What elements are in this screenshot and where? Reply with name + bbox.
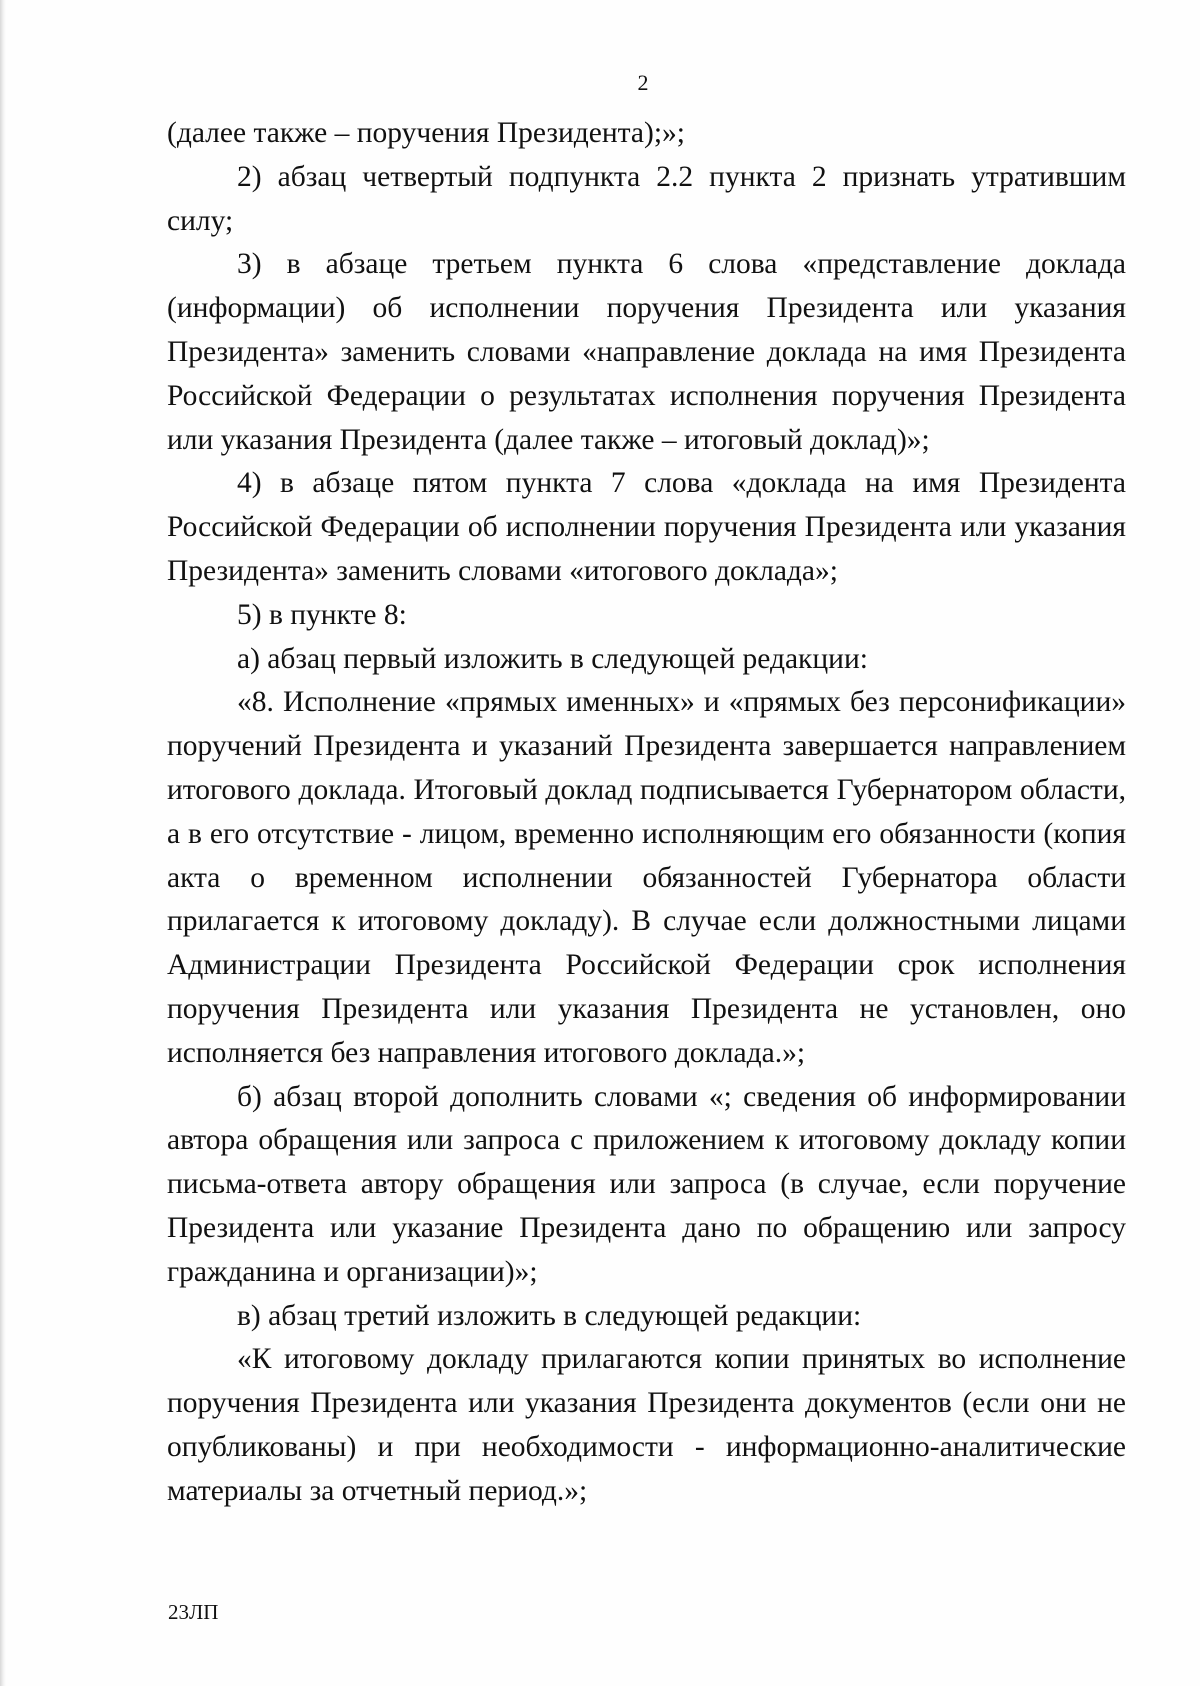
document-code: 23ЛП (168, 1600, 219, 1624)
paragraph: 5) в пункте 8: (237, 598, 407, 631)
document-body (167, 112, 1126, 1514)
paragraph: а) абзац первый изложить в следующей редакции: (237, 642, 868, 675)
paragraph: 3) в абзаце третьем пункта 6 слова «представление доклада (информации) об исполнении поручения Президента или указания Президента» заменить словами «направление доклада на имя Президента Российской Федерации о результатах исполнения поручения Президента или указания Президента (далее также – итоговый доклад)»; (167, 248, 1126, 456)
scan-edge (0, 0, 6, 1686)
page-number: 2 (637, 70, 649, 95)
paragraph: 2) абзац четвертый подпункта 2.2 пункта 2 признать утратившим силу; (167, 160, 1126, 237)
paragraph: б) абзац второй дополнить словами «; сведения об информировании автора обращения или запроса с приложением к итоговому докладу копии письма-ответа автору обращения или запроса (в случае, если поручение Президента или указание Президента дано по обращению или запросу гражданина и организации)»; (167, 1080, 1126, 1288)
paragraph: «8. Исполнение «прямых именных» и «прямых без персонификации» поручений Президента и указаний Президента завершается направлением итогового доклада. Итоговый доклад подписывается Губернатором области, а в его отсутствие - лицом, временно исполняющим его обязанности (копия акта о временном исполнении обязанностей Губернатора области прилагается к итоговому докладу). В случае если должностными лицами Администрации Президента Российской Федерации срок исполнения поручения Президента или указания Президента не установлен, оно исполняется без направления итогового доклада.»; (167, 686, 1126, 1069)
paragraph: в) абзац третий изложить в следующей редакции: (237, 1299, 862, 1332)
paragraph: «К итоговому докладу прилагаются копии принятых во исполнение поручения Президента или указания Президента документов (если они не опубликованы) и при необходимости - информационно-аналитические материалы за отчетный период.»; (167, 1343, 1126, 1507)
paragraph: (далее также – поручения Президента);»; (167, 117, 685, 149)
paragraph: 4) в абзаце пятом пункта 7 слова «доклада на имя Президента Российской Федерации об исполнении поручения Президента или указания Президента» заменить словами «итогового доклада»; (167, 467, 1126, 587)
